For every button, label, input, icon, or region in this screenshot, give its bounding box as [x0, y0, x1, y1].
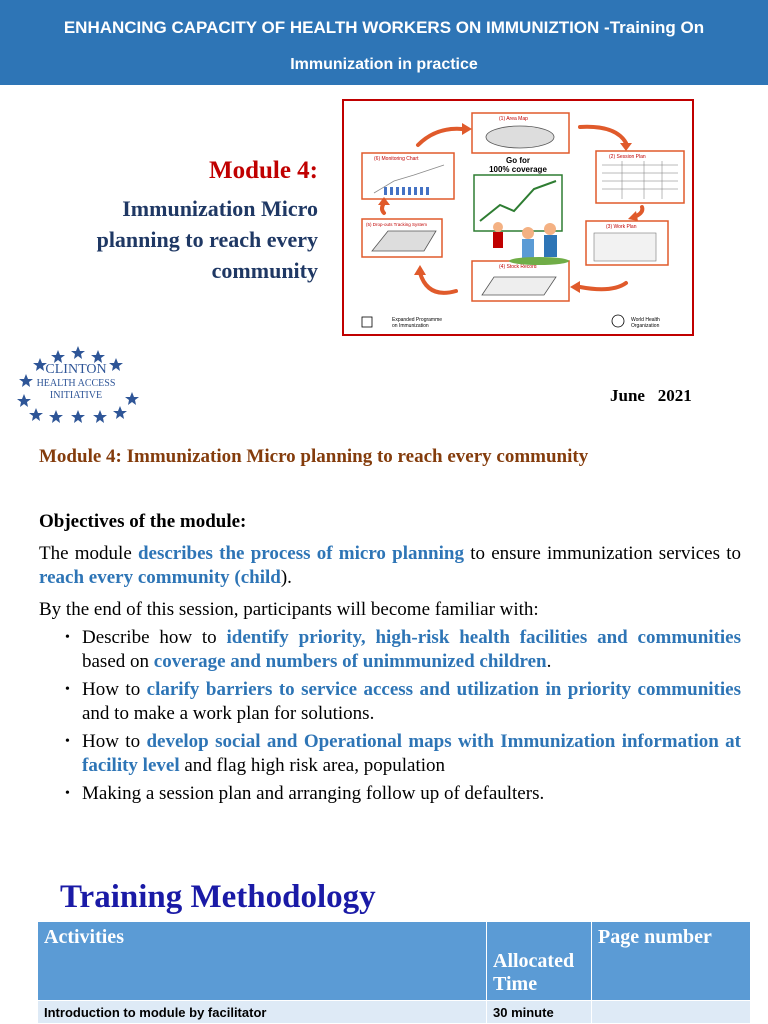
text-run: and to make a work plan for solutions.	[82, 703, 375, 724]
table-cell-time: 30 minute	[487, 1001, 592, 1024]
highlight-text: coverage and numbers of unimmunized children	[153, 651, 547, 672]
module-title-line: community	[211, 258, 318, 283]
objectives-intro-paragraph	[39, 542, 741, 590]
methodology-table	[37, 921, 751, 1024]
logo-line1: CLINTON	[45, 362, 107, 377]
bullet-icon: •	[65, 734, 70, 749]
bullet-icon: •	[65, 630, 70, 645]
column-header-page-number: Page number	[592, 922, 751, 1001]
highlight-text: clarify barriers to service access and utilization in priority communities	[146, 679, 741, 700]
objectives-heading: Objectives of the module:	[39, 511, 247, 532]
logo-line2: HEALTH ACCESS	[36, 378, 116, 389]
document-date: June 2021	[610, 386, 692, 405]
text-run: .	[546, 651, 552, 672]
module-label: Module 4:	[208, 157, 318, 184]
highlight-text: identify priority, high-risk health facilities and communities	[226, 627, 741, 648]
microplanning-cycle-poster	[342, 99, 694, 336]
module-title-line: planning to reach every	[96, 227, 318, 252]
logo-line3: INITIATIVE	[49, 390, 103, 401]
poster-footer-epi-line1: Expanded Programme	[392, 317, 443, 323]
text-run: Describe how to	[82, 627, 227, 648]
poster-center-line2: 100% coverage	[489, 165, 547, 174]
poster-center-line1: Go for	[506, 156, 530, 165]
text-run: How to	[82, 679, 147, 700]
highlight-text: develop social and Operational maps with Immunization information at facility level	[82, 731, 741, 776]
table-cell-activity: Introduction to module by facilitator	[38, 1001, 487, 1024]
poster-step-dropouts: (5) Drop-outs Tracking System	[366, 222, 428, 227]
highlight-text: reach every community (child	[39, 567, 281, 588]
text-run: based on	[82, 651, 154, 672]
poster-footer-epi-line2: on Immunization	[392, 323, 429, 329]
text-run: How to	[82, 731, 147, 752]
highlight-text: describes the process of micro planning	[137, 543, 464, 564]
list-item	[65, 626, 741, 674]
training-methodology-title: Training Methodology	[60, 879, 376, 915]
module-title-line: Immunization Micro	[122, 196, 318, 221]
poster-step-monitoring-chart: (6) Monitoring Chart	[374, 156, 419, 162]
module-subtitle: Module 4: Immunization Micro planning to reach every community	[39, 446, 589, 467]
module-title	[97, 193, 318, 286]
column-header-allocated-time: Allocated Time	[487, 922, 592, 1001]
table-row	[38, 1001, 751, 1024]
text-run: and flag high risk area, population	[179, 755, 446, 776]
header-title-line1: ENHANCING CAPACITY OF HEALTH WORKERS ON IMMUNIZTION -Training On	[63, 18, 705, 37]
poster-footer-who-line1: World Health	[631, 317, 660, 323]
text-run: ).	[280, 567, 292, 588]
header-title-line2: Immunization in practice	[290, 56, 478, 73]
module-heading-block	[97, 155, 318, 286]
objectives-list	[65, 626, 741, 810]
document-header	[0, 0, 768, 85]
list-item	[65, 782, 741, 806]
text-run: The module	[39, 543, 138, 564]
poster-footer-who-line2: Organization	[631, 323, 660, 329]
poster-step-area-map: (1) Area Map	[499, 116, 528, 122]
text-run: Making a session plan and arranging follow up of defaulters.	[82, 783, 545, 804]
objectives-lead-in: By the end of this session, participants will become familiar with:	[39, 599, 539, 620]
poster-step-work-plan: (3) Work Plan	[606, 224, 637, 230]
poster-step-session-plan: (2) Session Plan	[609, 154, 646, 160]
poster-step-stock-record: (4) Stock Record	[499, 264, 537, 270]
bullet-icon: •	[65, 682, 70, 697]
list-item	[65, 730, 741, 778]
column-header-activities: Activities	[38, 922, 487, 1001]
table-header-row	[38, 922, 751, 1001]
chai-logo	[16, 344, 140, 424]
text-run: to ensure immunization services to	[463, 543, 741, 564]
bullet-icon: •	[65, 786, 70, 801]
table-cell-page	[592, 1001, 751, 1024]
list-item	[65, 678, 741, 726]
